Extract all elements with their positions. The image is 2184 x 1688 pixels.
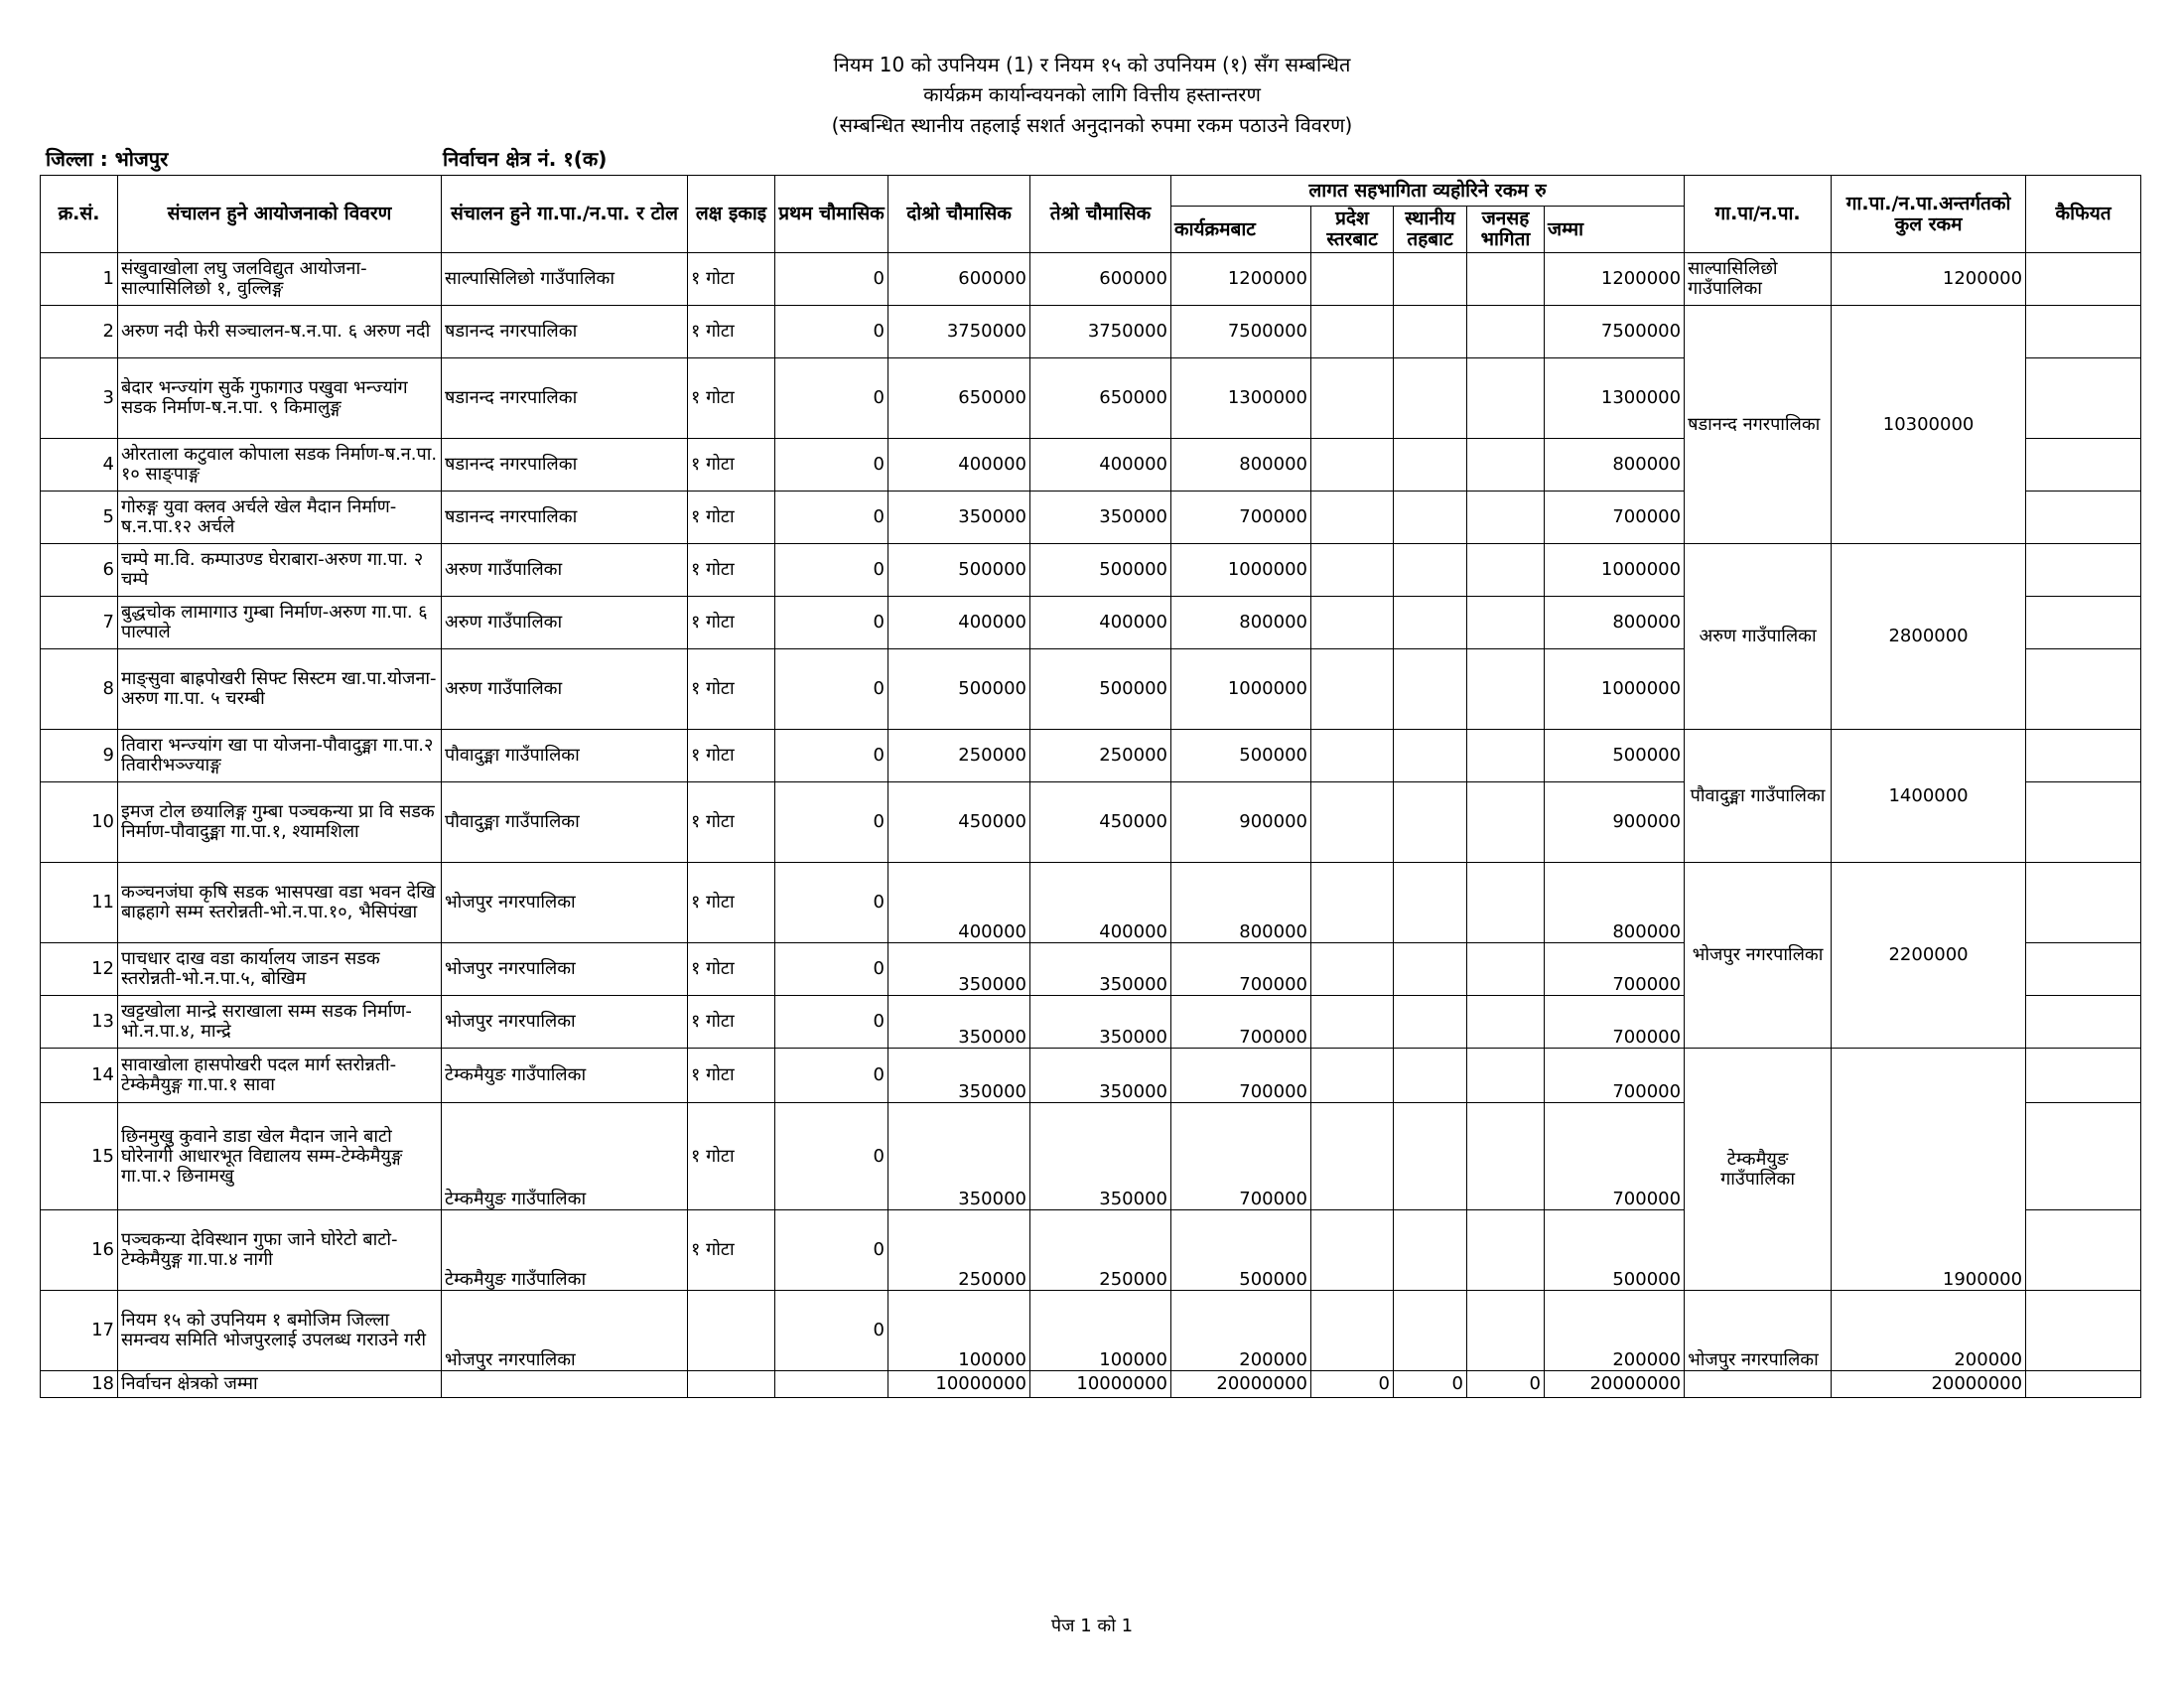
cell-program: 7500000 (1171, 306, 1311, 358)
cell-target (688, 1371, 775, 1398)
cell-operator: भोजपुर नगरपालिका (442, 863, 688, 943)
cell-province (1311, 782, 1394, 863)
cell-q3: 400000 (1030, 597, 1171, 649)
cell-q1: 0 (775, 1049, 888, 1103)
cell-muni-total: 1200000 (1832, 253, 2026, 306)
cell-public (1467, 863, 1545, 943)
cell-muni-total: 1900000 (1832, 1049, 2026, 1291)
cell-q3: 350000 (1030, 1103, 1171, 1210)
cell-public (1467, 544, 1545, 597)
cell-province (1311, 1049, 1394, 1103)
cell-remarks (2026, 996, 2141, 1049)
cell-project: बुद्धचोक लामागाउ गुम्बा निर्माण-अरुण गा.पा. ६ पाल्पाले (118, 597, 442, 649)
cell-sn: 12 (41, 943, 118, 996)
cell-public (1467, 1049, 1545, 1103)
cell-remarks (2026, 943, 2141, 996)
cell-province (1311, 1103, 1394, 1210)
cell-q1: 0 (775, 306, 888, 358)
cell-target: १ गोटा (688, 358, 775, 439)
cell-province (1311, 649, 1394, 730)
cell-municipality: साल्पासिलिछो गाउँपालिका (1685, 253, 1832, 306)
cell-muni-total: 2800000 (1832, 544, 2026, 730)
cell-q2: 500000 (888, 544, 1030, 597)
cell-operator: साल्पासिलिछो गाउँपालिका (442, 253, 688, 306)
cell-municipality: अरुण गाउँपालिका (1685, 544, 1832, 730)
cell-province (1311, 943, 1394, 996)
cell-public (1467, 597, 1545, 649)
cell-total: 1000000 (1545, 544, 1685, 597)
col-program: कार्यक्रमबाट (1171, 207, 1311, 253)
col-cost-share: लागत सहभागिता व्यहोरिने रकम रु (1171, 176, 1685, 207)
title-rule-reference: नियम 10 को उपनियम (1) र नियम १५ को उपनियम (१) सँग सम्बन्धित (833, 53, 1351, 76)
cell-q3: 350000 (1030, 492, 1171, 544)
cell-local (1394, 544, 1467, 597)
totals-program: 20000000 (1171, 1371, 1311, 1398)
title-fiscal-transfer: कार्यक्रम कार्यान्वयनको लागि वित्तीय हस्तान्तरण (923, 82, 1261, 106)
cell-sn: 10 (41, 782, 118, 863)
cell-local (1394, 996, 1467, 1049)
cell-operator: भोजपुर नगरपालिका (442, 1291, 688, 1371)
cell-remarks (2026, 1371, 2141, 1398)
cell-operator: षडानन्द नगरपालिका (442, 492, 688, 544)
cell-target: १ गोटा (688, 863, 775, 943)
cell-municipality: पौवादुङ्मा गाउँपालिका (1685, 730, 1832, 863)
table-row (41, 730, 2141, 782)
totals-q3: 10000000 (1030, 1371, 1171, 1398)
cell-program: 800000 (1171, 597, 1311, 649)
cell-project: चम्पे मा.वि. कम्पाउण्ड घेराबारा-अरुण गा.पा. २ चम्पे (118, 544, 442, 597)
cell-target: १ गोटा (688, 996, 775, 1049)
cell-q2: 400000 (888, 597, 1030, 649)
cell-project: गोरुङ्ग युवा क्लव अर्चले खेल मैदान निर्माण-ष.न.पा.१२ अर्चले (118, 492, 442, 544)
cell-total: 700000 (1545, 1049, 1685, 1103)
cell-public (1467, 1103, 1545, 1210)
col-public: जनसह भागिता (1467, 207, 1545, 253)
cell-province (1311, 996, 1394, 1049)
cell-sn: 8 (41, 649, 118, 730)
cell-province (1311, 492, 1394, 544)
cell-q1: 0 (775, 492, 888, 544)
table-row (41, 306, 2141, 358)
cell-local (1394, 306, 1467, 358)
cell-province (1311, 1210, 1394, 1291)
cell-sn: 17 (41, 1291, 118, 1371)
cell-q2: 250000 (888, 730, 1030, 782)
totals-province: 0 (1311, 1371, 1394, 1398)
cell-remarks (2026, 1103, 2141, 1210)
cell-operator: अरुण गाउँपालिका (442, 544, 688, 597)
cell-program: 1000000 (1171, 649, 1311, 730)
cell-remarks (2026, 649, 2141, 730)
col-q2: दोश्रो चौमासिक (888, 176, 1030, 253)
cell-target: १ गोटा (688, 253, 775, 306)
cell-project: संखुवाखोला लघु जलविद्युत आयोजना-साल्पासिलिछो १, वुल्लिङ्ग (118, 253, 442, 306)
cell-q1: 0 (775, 1210, 888, 1291)
cell-sn: 4 (41, 439, 118, 492)
cell-operator: टेम्कमैयुङ गाउँपालिका (442, 1103, 688, 1210)
cell-operator: टेम्कमैयुङ गाउँपालिका (442, 1049, 688, 1103)
cell-project: पाचधार दाख वडा कार्यालय जाडन सडक स्तरोन्नती-भो.न.पा.५, बोखिम (118, 943, 442, 996)
cell-target: १ गोटा (688, 943, 775, 996)
cell-remarks (2026, 730, 2141, 782)
cell-total: 7500000 (1545, 306, 1685, 358)
cell-sn: 18 (41, 1371, 118, 1398)
cell-operator: षडानन्द नगरपालिका (442, 439, 688, 492)
cell-total: 200000 (1545, 1291, 1685, 1371)
cell-local (1394, 439, 1467, 492)
cell-sn: 7 (41, 597, 118, 649)
cell-program: 800000 (1171, 439, 1311, 492)
cell-q3: 250000 (1030, 730, 1171, 782)
cell-program: 1300000 (1171, 358, 1311, 439)
cell-total: 1000000 (1545, 649, 1685, 730)
cell-muni-total: 10300000 (1832, 306, 2026, 544)
cell-q3: 650000 (1030, 358, 1171, 439)
col-muni-total: गा.पा./न.पा.अन्तर्गतको कुल रकम (1832, 176, 2026, 253)
cell-local (1394, 358, 1467, 439)
cell-total: 500000 (1545, 730, 1685, 782)
cell-local (1394, 492, 1467, 544)
cell-q2: 650000 (888, 358, 1030, 439)
cell-province (1311, 544, 1394, 597)
cell-total: 1200000 (1545, 253, 1685, 306)
cell-remarks (2026, 253, 2141, 306)
cell-q3: 400000 (1030, 863, 1171, 943)
table-row (41, 1049, 2141, 1103)
cell-target (688, 1291, 775, 1371)
cell-total: 500000 (1545, 1210, 1685, 1291)
cell-target: १ गोटा (688, 544, 775, 597)
cell-operator: अरुण गाउँपालिका (442, 649, 688, 730)
cell-municipality: भोजपुर नगरपालिका (1685, 1291, 1832, 1371)
cell-local (1394, 597, 1467, 649)
cell-municipality: षडानन्द नगरपालिका (1685, 306, 1832, 544)
cell-operator (442, 1371, 688, 1398)
cell-program: 500000 (1171, 730, 1311, 782)
cell-q1: 0 (775, 597, 888, 649)
cell-sn: 16 (41, 1210, 118, 1291)
cell-remarks (2026, 439, 2141, 492)
cell-sn: 9 (41, 730, 118, 782)
table-row (41, 544, 2141, 597)
totals-total: 20000000 (1545, 1371, 1685, 1398)
cell-q1: 0 (775, 943, 888, 996)
table-row (41, 863, 2141, 943)
cell-q2: 400000 (888, 439, 1030, 492)
cell-target: १ गोटा (688, 782, 775, 863)
cell-q2: 350000 (888, 1103, 1030, 1210)
cell-operator: षडानन्द नगरपालिका (442, 306, 688, 358)
cell-program: 700000 (1171, 1049, 1311, 1103)
cell-q2: 350000 (888, 996, 1030, 1049)
cell-q1: 0 (775, 358, 888, 439)
cell-q3: 500000 (1030, 544, 1171, 597)
col-total: जम्मा (1545, 207, 1685, 253)
cell-public (1467, 358, 1545, 439)
cell-operator: अरुण गाउँपालिका (442, 597, 688, 649)
cell-q2: 250000 (888, 1210, 1030, 1291)
cell-program: 700000 (1171, 1103, 1311, 1210)
cell-target: १ गोटा (688, 306, 775, 358)
cell-program: 700000 (1171, 996, 1311, 1049)
cell-q1: 0 (775, 253, 888, 306)
cell-sn: 3 (41, 358, 118, 439)
cell-q1: 0 (775, 1291, 888, 1371)
cell-public (1467, 782, 1545, 863)
cell-municipality: भोजपुर नगरपालिका (1685, 863, 1832, 1049)
cell-municipality: टेम्कमैयुङ गाउँपालिका (1685, 1049, 1832, 1291)
cell-q2: 3750000 (888, 306, 1030, 358)
cell-q3: 400000 (1030, 439, 1171, 492)
col-province: प्रदेश स्तरबाट (1311, 207, 1394, 253)
totals-muni-total: 20000000 (1832, 1371, 2026, 1398)
constituency-label: निर्वाचन क्षेत्र नं. १(क) (443, 147, 608, 171)
cell-q2: 350000 (888, 1049, 1030, 1103)
col-target: लक्ष इकाइ (688, 176, 775, 253)
cell-project: पञ्चकन्या देविस्थान गुफा जाने घोरेटो बाटो-टेम्केमैयुङ्ग गा.पा.४ नागी (118, 1210, 442, 1291)
cell-q3: 600000 (1030, 253, 1171, 306)
cell-target: १ गोटा (688, 1049, 775, 1103)
cell-target: १ गोटा (688, 730, 775, 782)
cell-local (1394, 649, 1467, 730)
cell-public (1467, 253, 1545, 306)
cell-target: १ गोटा (688, 439, 775, 492)
cell-local (1394, 782, 1467, 863)
cell-q1: 0 (775, 649, 888, 730)
totals-label: निर्वाचन क्षेत्रको जम्मा (118, 1371, 442, 1398)
cell-q1: 0 (775, 782, 888, 863)
transfer-table (40, 175, 2141, 1398)
cell-q1: 0 (775, 439, 888, 492)
cell-muni-total: 2200000 (1832, 863, 2026, 1049)
cell-project: सावाखोला हासपोखरी पदल मार्ग स्तरोन्नती-टेम्केमैयुङ्ग गा.पा.१ सावा (118, 1049, 442, 1103)
cell-sn: 6 (41, 544, 118, 597)
cell-q3: 500000 (1030, 649, 1171, 730)
cell-sn: 5 (41, 492, 118, 544)
cell-operator: पौवादुङ्मा गाउँपालिका (442, 730, 688, 782)
cell-q2: 350000 (888, 492, 1030, 544)
cell-total: 1300000 (1545, 358, 1685, 439)
cell-province (1311, 439, 1394, 492)
totals-q2: 10000000 (888, 1371, 1030, 1398)
cell-remarks (2026, 544, 2141, 597)
cell-target: १ गोटा (688, 1103, 775, 1210)
cell-public (1467, 1210, 1545, 1291)
col-remarks: कैफियत (2026, 176, 2141, 253)
col-operator: संचालन हुने गा.पा./न.पा. र टोल (442, 176, 688, 253)
cell-q1 (775, 1371, 888, 1398)
totals-local: 0 (1394, 1371, 1467, 1398)
cell-province (1311, 597, 1394, 649)
cell-sn: 2 (41, 306, 118, 358)
cell-remarks (2026, 782, 2141, 863)
cell-remarks (2026, 1049, 2141, 1103)
cell-q2: 600000 (888, 253, 1030, 306)
cell-province (1311, 306, 1394, 358)
cell-total: 800000 (1545, 597, 1685, 649)
cell-program: 500000 (1171, 1210, 1311, 1291)
cell-program: 200000 (1171, 1291, 1311, 1371)
cell-remarks (2026, 1210, 2141, 1291)
cell-local (1394, 730, 1467, 782)
cell-total: 700000 (1545, 943, 1685, 996)
cell-sn: 13 (41, 996, 118, 1049)
cell-program: 700000 (1171, 492, 1311, 544)
table-row (41, 1291, 2141, 1371)
cell-project: अरुण नदी फेरी सञ्चालन-ष.न.पा. ६ अरुण नदी (118, 306, 442, 358)
cell-q3: 350000 (1030, 943, 1171, 996)
cell-total: 700000 (1545, 996, 1685, 1049)
cell-project: छिनमुखु कुवाने डाडा खेल मैदान जाने बाटो घोरेनागी आधारभूत विद्यालय सम्म-टेम्केमैयुङ्ग गा.पा.२ छिनामखु (118, 1103, 442, 1210)
cell-q2: 400000 (888, 863, 1030, 943)
cell-q2: 350000 (888, 943, 1030, 996)
cell-target: १ गोटा (688, 649, 775, 730)
cell-project: इमज टोल छयालिङ्ग गुम्बा पञ्चकन्या प्रा वि सडक निर्माण-पौवादुङ्मा गा.पा.१, श्यामशिला (118, 782, 442, 863)
cell-operator: टेम्कमैयुङ गाउँपालिका (442, 1210, 688, 1291)
cell-q3: 350000 (1030, 1049, 1171, 1103)
cell-project: तिवारा भन्ज्यांग खा पा योजना-पौवादुङ्मा गा.पा.२ तिवारीभञ्ज्याङ्ग (118, 730, 442, 782)
cell-local (1394, 1291, 1467, 1371)
cell-muni-total: 200000 (1832, 1291, 2026, 1371)
cell-project: ओरताला कटुवाल कोपाला सडक निर्माण-ष.न.पा. १० साङ्पाङ्ग (118, 439, 442, 492)
cell-public (1467, 1291, 1545, 1371)
cell-remarks (2026, 306, 2141, 358)
cell-operator: पौवादुङ्मा गाउँपालिका (442, 782, 688, 863)
col-q3: तेश्रो चौमासिक (1030, 176, 1171, 253)
cell-sn: 15 (41, 1103, 118, 1210)
cell-public (1467, 996, 1545, 1049)
cell-remarks (2026, 358, 2141, 439)
cell-project: बेदार भन्ज्यांग सुर्के गुफागाउ पखुवा भन्ज्यांग सडक निर्माण-ष.न.पा. ९ किमालुङ्ग (118, 358, 442, 439)
cell-local (1394, 1103, 1467, 1210)
cell-project: कञ्चनजंघा कृषि सडक भासपखा वडा भवन देखि बाह्रहागे सम्म स्तरोन्नती-भो.न.पा.१०, भैसिपंखा (118, 863, 442, 943)
cell-q3: 350000 (1030, 996, 1171, 1049)
table-row (41, 253, 2141, 306)
cell-local (1394, 943, 1467, 996)
cell-province (1311, 863, 1394, 943)
cell-remarks (2026, 492, 2141, 544)
cell-program: 800000 (1171, 863, 1311, 943)
cell-local (1394, 253, 1467, 306)
cell-public (1467, 492, 1545, 544)
cell-project: माङ्सुवा बाह्रपोखरी सिफ्ट सिस्टम खा.पा.योजना-अरुण गा.पा. ५ चरम्बी (118, 649, 442, 730)
cell-q2: 500000 (888, 649, 1030, 730)
cell-total: 700000 (1545, 1103, 1685, 1210)
cell-total: 700000 (1545, 492, 1685, 544)
col-sn: क्र.सं. (41, 176, 118, 253)
cell-public (1467, 649, 1545, 730)
cell-q3: 250000 (1030, 1210, 1171, 1291)
col-local: स्थानीय तहबाट (1394, 207, 1467, 253)
cell-q1: 0 (775, 730, 888, 782)
cell-program: 1200000 (1171, 253, 1311, 306)
page-number: पेज 1 को 1 (1050, 1616, 1134, 1636)
col-q1: प्रथम चौमासिक (775, 176, 888, 253)
cell-program: 700000 (1171, 943, 1311, 996)
cell-total: 800000 (1545, 439, 1685, 492)
cell-q1: 0 (775, 863, 888, 943)
cell-q1: 0 (775, 1103, 888, 1210)
cell-program: 900000 (1171, 782, 1311, 863)
cell-q2: 100000 (888, 1291, 1030, 1371)
cell-province (1311, 358, 1394, 439)
totals-row (41, 1371, 2141, 1398)
cell-remarks (2026, 863, 2141, 943)
district-label: जिल्ला : भोजपुर (46, 147, 169, 171)
cell-target: १ गोटा (688, 492, 775, 544)
cell-local (1394, 1210, 1467, 1291)
cell-sn: 14 (41, 1049, 118, 1103)
cell-operator: भोजपुर नगरपालिका (442, 996, 688, 1049)
cell-total: 800000 (1545, 863, 1685, 943)
cell-q3: 450000 (1030, 782, 1171, 863)
cell-q1: 0 (775, 544, 888, 597)
cell-q2: 450000 (888, 782, 1030, 863)
cell-province (1311, 253, 1394, 306)
cell-public (1467, 439, 1545, 492)
cell-target: १ गोटा (688, 597, 775, 649)
cell-target: १ गोटा (688, 1210, 775, 1291)
cell-q1: 0 (775, 996, 888, 1049)
cell-remarks (2026, 1291, 2141, 1371)
cell-sn: 11 (41, 863, 118, 943)
cell-remarks (2026, 597, 2141, 649)
col-municipality: गा.पा/न.पा. (1685, 176, 1832, 253)
cell-province (1311, 1291, 1394, 1371)
cell-muni-total: 1400000 (1832, 730, 2026, 863)
cell-project: खट्टखोला मान्द्रे सराखाला सम्म सडक निर्माण-भो.न.पा.४, मान्द्रे (118, 996, 442, 1049)
cell-local (1394, 1049, 1467, 1103)
cell-operator: भोजपुर नगरपालिका (442, 943, 688, 996)
col-project: संचालन हुने आयोजनाको विवरण (118, 176, 442, 253)
cell-public (1467, 943, 1545, 996)
title-conditional-grant: (सम्बन्धित स्थानीय तहलाई सशर्त अनुदानको रुपमा रकम पठाउने विवरण) (831, 113, 1353, 137)
cell-province (1311, 730, 1394, 782)
cell-q3: 3750000 (1030, 306, 1171, 358)
cell-q3: 100000 (1030, 1291, 1171, 1371)
cell-local (1394, 863, 1467, 943)
cell-total: 900000 (1545, 782, 1685, 863)
cell-project: नियम १५ को उपनियम १ बमोजिम जिल्ला समन्वय समिति भोजपुरलाई उपलब्ध गराउने गरी (118, 1291, 442, 1371)
cell-sn: 1 (41, 253, 118, 306)
cell-municipality (1685, 1371, 1832, 1398)
cell-operator: षडानन्द नगरपालिका (442, 358, 688, 439)
cell-public (1467, 306, 1545, 358)
totals-public: 0 (1467, 1371, 1545, 1398)
cell-public (1467, 730, 1545, 782)
cell-program: 1000000 (1171, 544, 1311, 597)
